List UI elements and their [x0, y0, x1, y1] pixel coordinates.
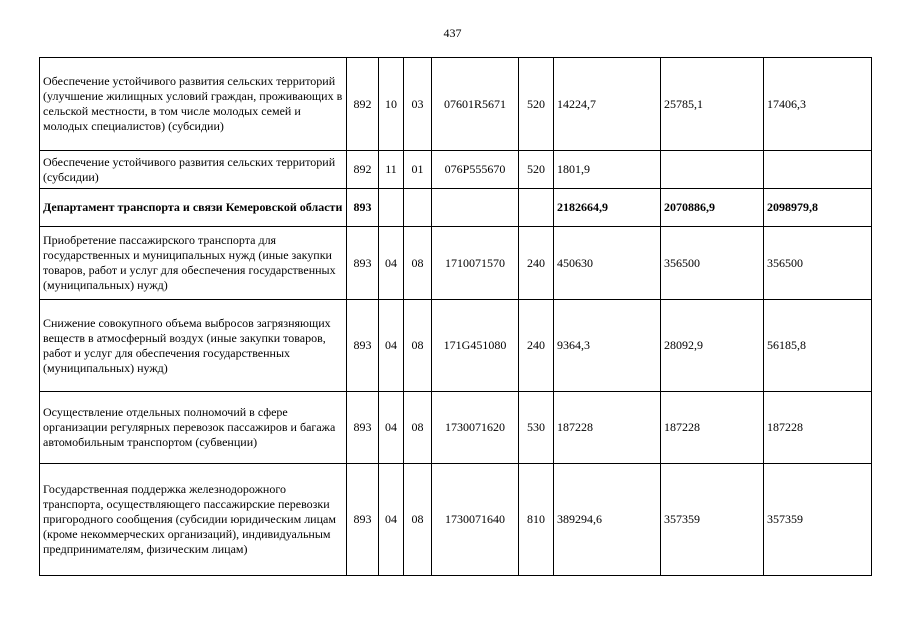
- target-article-code: 1710071570: [432, 227, 519, 300]
- amount-year-3: 356500: [764, 227, 872, 300]
- target-article-code: [432, 189, 519, 227]
- target-article-code: 1730071640: [432, 464, 519, 576]
- table-row: [40, 227, 872, 300]
- budget-table: [39, 57, 872, 576]
- amount-year-2: 28092,9: [661, 300, 764, 392]
- target-article-code: 07601R5671: [432, 58, 519, 151]
- row-description: Обеспечение устойчивого развития сельских территорий (субсидии): [40, 151, 347, 189]
- section-code: 04: [379, 464, 404, 576]
- section-code: 04: [379, 392, 404, 464]
- amount-year-1: 2182664,9: [554, 189, 661, 227]
- ministry-code: 893: [347, 300, 379, 392]
- target-article-code: 076P555670: [432, 151, 519, 189]
- subsection-code: [404, 189, 432, 227]
- budget-table-body: [40, 58, 872, 576]
- amount-year-3: 2098979,8: [764, 189, 872, 227]
- expense-type-code: 240: [519, 227, 554, 300]
- amount-year-3: 56185,8: [764, 300, 872, 392]
- amount-year-2: 356500: [661, 227, 764, 300]
- ministry-code: 893: [347, 464, 379, 576]
- table-row: [40, 392, 872, 464]
- subsection-code: 08: [404, 392, 432, 464]
- ministry-code: 893: [347, 189, 379, 227]
- amount-year-2: 357359: [661, 464, 764, 576]
- subsection-code: 03: [404, 58, 432, 151]
- ministry-code: 892: [347, 151, 379, 189]
- amount-year-1: 187228: [554, 392, 661, 464]
- amount-year-1: 14224,7: [554, 58, 661, 151]
- table-row: [40, 58, 872, 151]
- page-number: 437: [443, 26, 462, 40]
- row-description: Снижение совокупного объема выбросов загрязняющих веществ в атмосферный воздух (иные закупки товаров, работ и услуг для обеспечения государственных (муниципальных) нужд): [40, 300, 347, 392]
- table-row-department: [40, 189, 872, 227]
- expense-type-code: 520: [519, 151, 554, 189]
- target-article-code: 171G451080: [432, 300, 519, 392]
- amount-year-2: [661, 151, 764, 189]
- amount-year-2: 187228: [661, 392, 764, 464]
- section-code: [379, 189, 404, 227]
- row-description: Осуществление отдельных полномочий в сфере организации регулярных перевозок пассажиров и багажа автомобильным транспортом (субвенции): [40, 392, 347, 464]
- expense-type-code: 520: [519, 58, 554, 151]
- row-description: Обеспечение устойчивого развития сельских территорий (улучшение жилищных условий граждан, проживающих в сельской местности, в том числе молодых семей и молодых специалистов) (субсидии): [40, 58, 347, 151]
- amount-year-3: 357359: [764, 464, 872, 576]
- table-row: [40, 151, 872, 189]
- amount-year-2: 25785,1: [661, 58, 764, 151]
- amount-year-1: 9364,3: [554, 300, 661, 392]
- amount-year-3: 187228: [764, 392, 872, 464]
- subsection-code: 08: [404, 227, 432, 300]
- table-row: [40, 300, 872, 392]
- subsection-code: 08: [404, 464, 432, 576]
- expense-type-code: 530: [519, 392, 554, 464]
- expense-type-code: 810: [519, 464, 554, 576]
- amount-year-2: 2070886,9: [661, 189, 764, 227]
- subsection-code: 08: [404, 300, 432, 392]
- table-row: [40, 464, 872, 576]
- expense-type-code: [519, 189, 554, 227]
- section-code: 04: [379, 300, 404, 392]
- section-code: 10: [379, 58, 404, 151]
- amount-year-3: 17406,3: [764, 58, 872, 151]
- row-description: Государственная поддержка железнодорожного транспорта, осуществляющего пассажирские перевозки пригородного сообщения (субсидии юридическим лицам (кроме некоммерческих организаций), индивидуальным предпринимателям, физическим лицам): [40, 464, 347, 576]
- section-code: 11: [379, 151, 404, 189]
- target-article-code: 1730071620: [432, 392, 519, 464]
- section-code: 04: [379, 227, 404, 300]
- amount-year-1: 1801,9: [554, 151, 661, 189]
- amount-year-1: 389294,6: [554, 464, 661, 576]
- ministry-code: 892: [347, 58, 379, 151]
- row-description: Департамент транспорта и связи Кемеровской области: [40, 189, 347, 227]
- amount-year-1: 450630: [554, 227, 661, 300]
- amount-year-3: [764, 151, 872, 189]
- ministry-code: 893: [347, 227, 379, 300]
- row-description: Приобретение пассажирского транспорта для государственных и муниципальных нужд (иные закупки товаров, работ и услуг для обеспечения государственных (муниципальных) нужд): [40, 227, 347, 300]
- subsection-code: 01: [404, 151, 432, 189]
- expense-type-code: 240: [519, 300, 554, 392]
- ministry-code: 893: [347, 392, 379, 464]
